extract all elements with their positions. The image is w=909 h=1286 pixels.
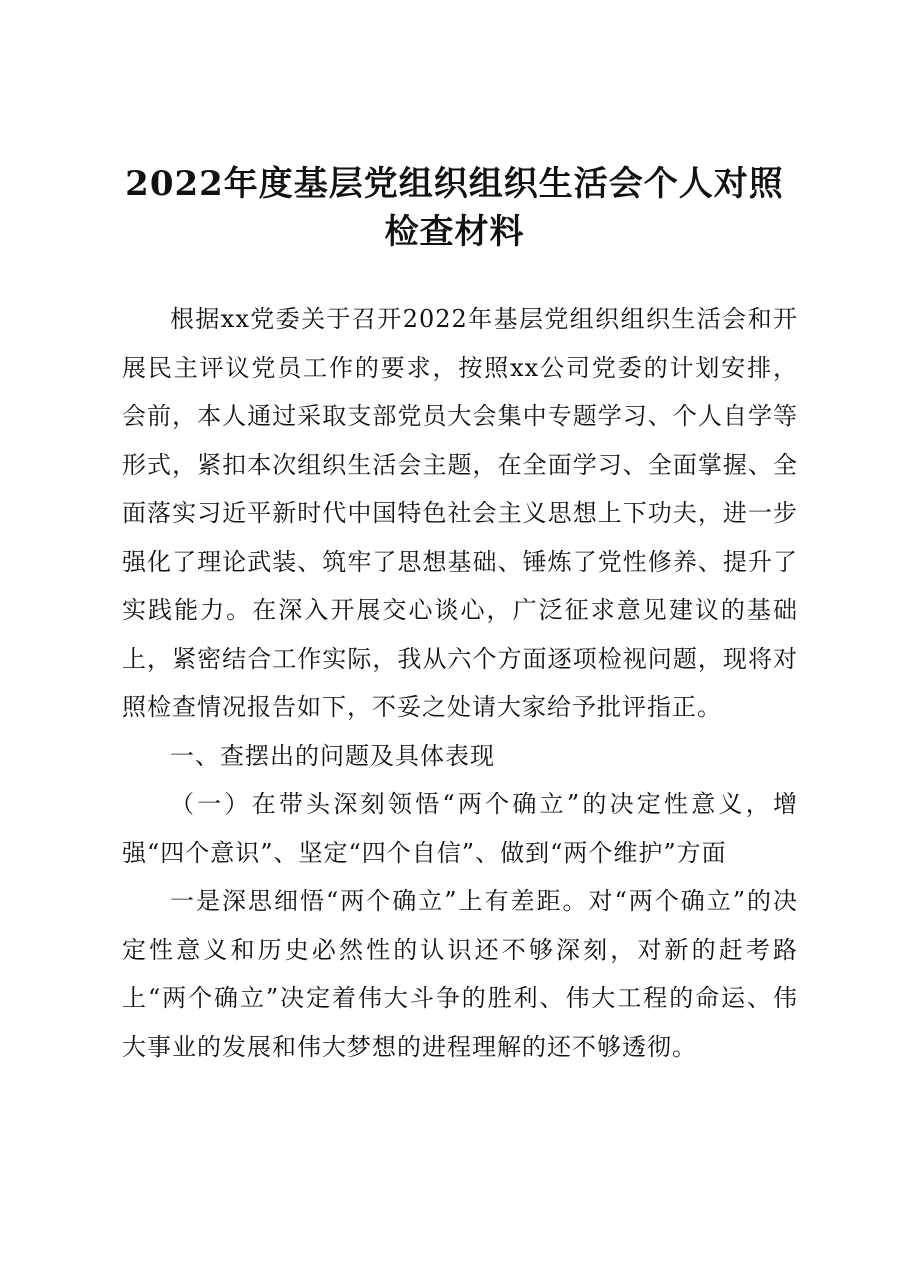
- paragraph-intro: 根据xx党委关于召开2022年基层党组织组织生活会和开展民主评议党员工作的要求，按照xx公司党委的计划安排，会前，本人通过采取支部党员大会集中专题学习、个人自学等形式，紧扣本次组织生活会主题，在全面学习、全面掌握、全面落实习近平新时代中国特色社会主义思想上下功夫，进一步强化了理论武装、筑牢了思想基础、锤炼了党性修养、提升了实践能力。在深入开展交心谈心，广泛征求意见建议的基础上，紧密结合工作实际，我从六个方面逐项检视问题，现将对照检查情况报告如下，不妥之处请大家给予批评指正。: [122, 305, 798, 721]
- document-body: [122, 295, 798, 1071]
- section-heading-1: 一、查摆出的问题及具体表现: [170, 741, 495, 770]
- document-title: 2022年度基层党组织组织生活会个人对照检查材料: [125, 164, 784, 252]
- paragraph-point-1: 一是深思细悟“两个确立”上有差距。对“两个确立”的决定性意义和历史必然性的认识还不够深刻，对新的赶考路上“两个确立”决定着伟大斗争的胜利、伟大工程的命运、伟大事业的发展和伟大梦想的进程理解的还不够透彻。: [122, 887, 798, 1061]
- subsection-heading-1: （一）在带头深刻领悟“两个确立”的决定性意义，增强“四个意识”、坚定“四个自信”、做到“两个维护”方面: [122, 790, 798, 867]
